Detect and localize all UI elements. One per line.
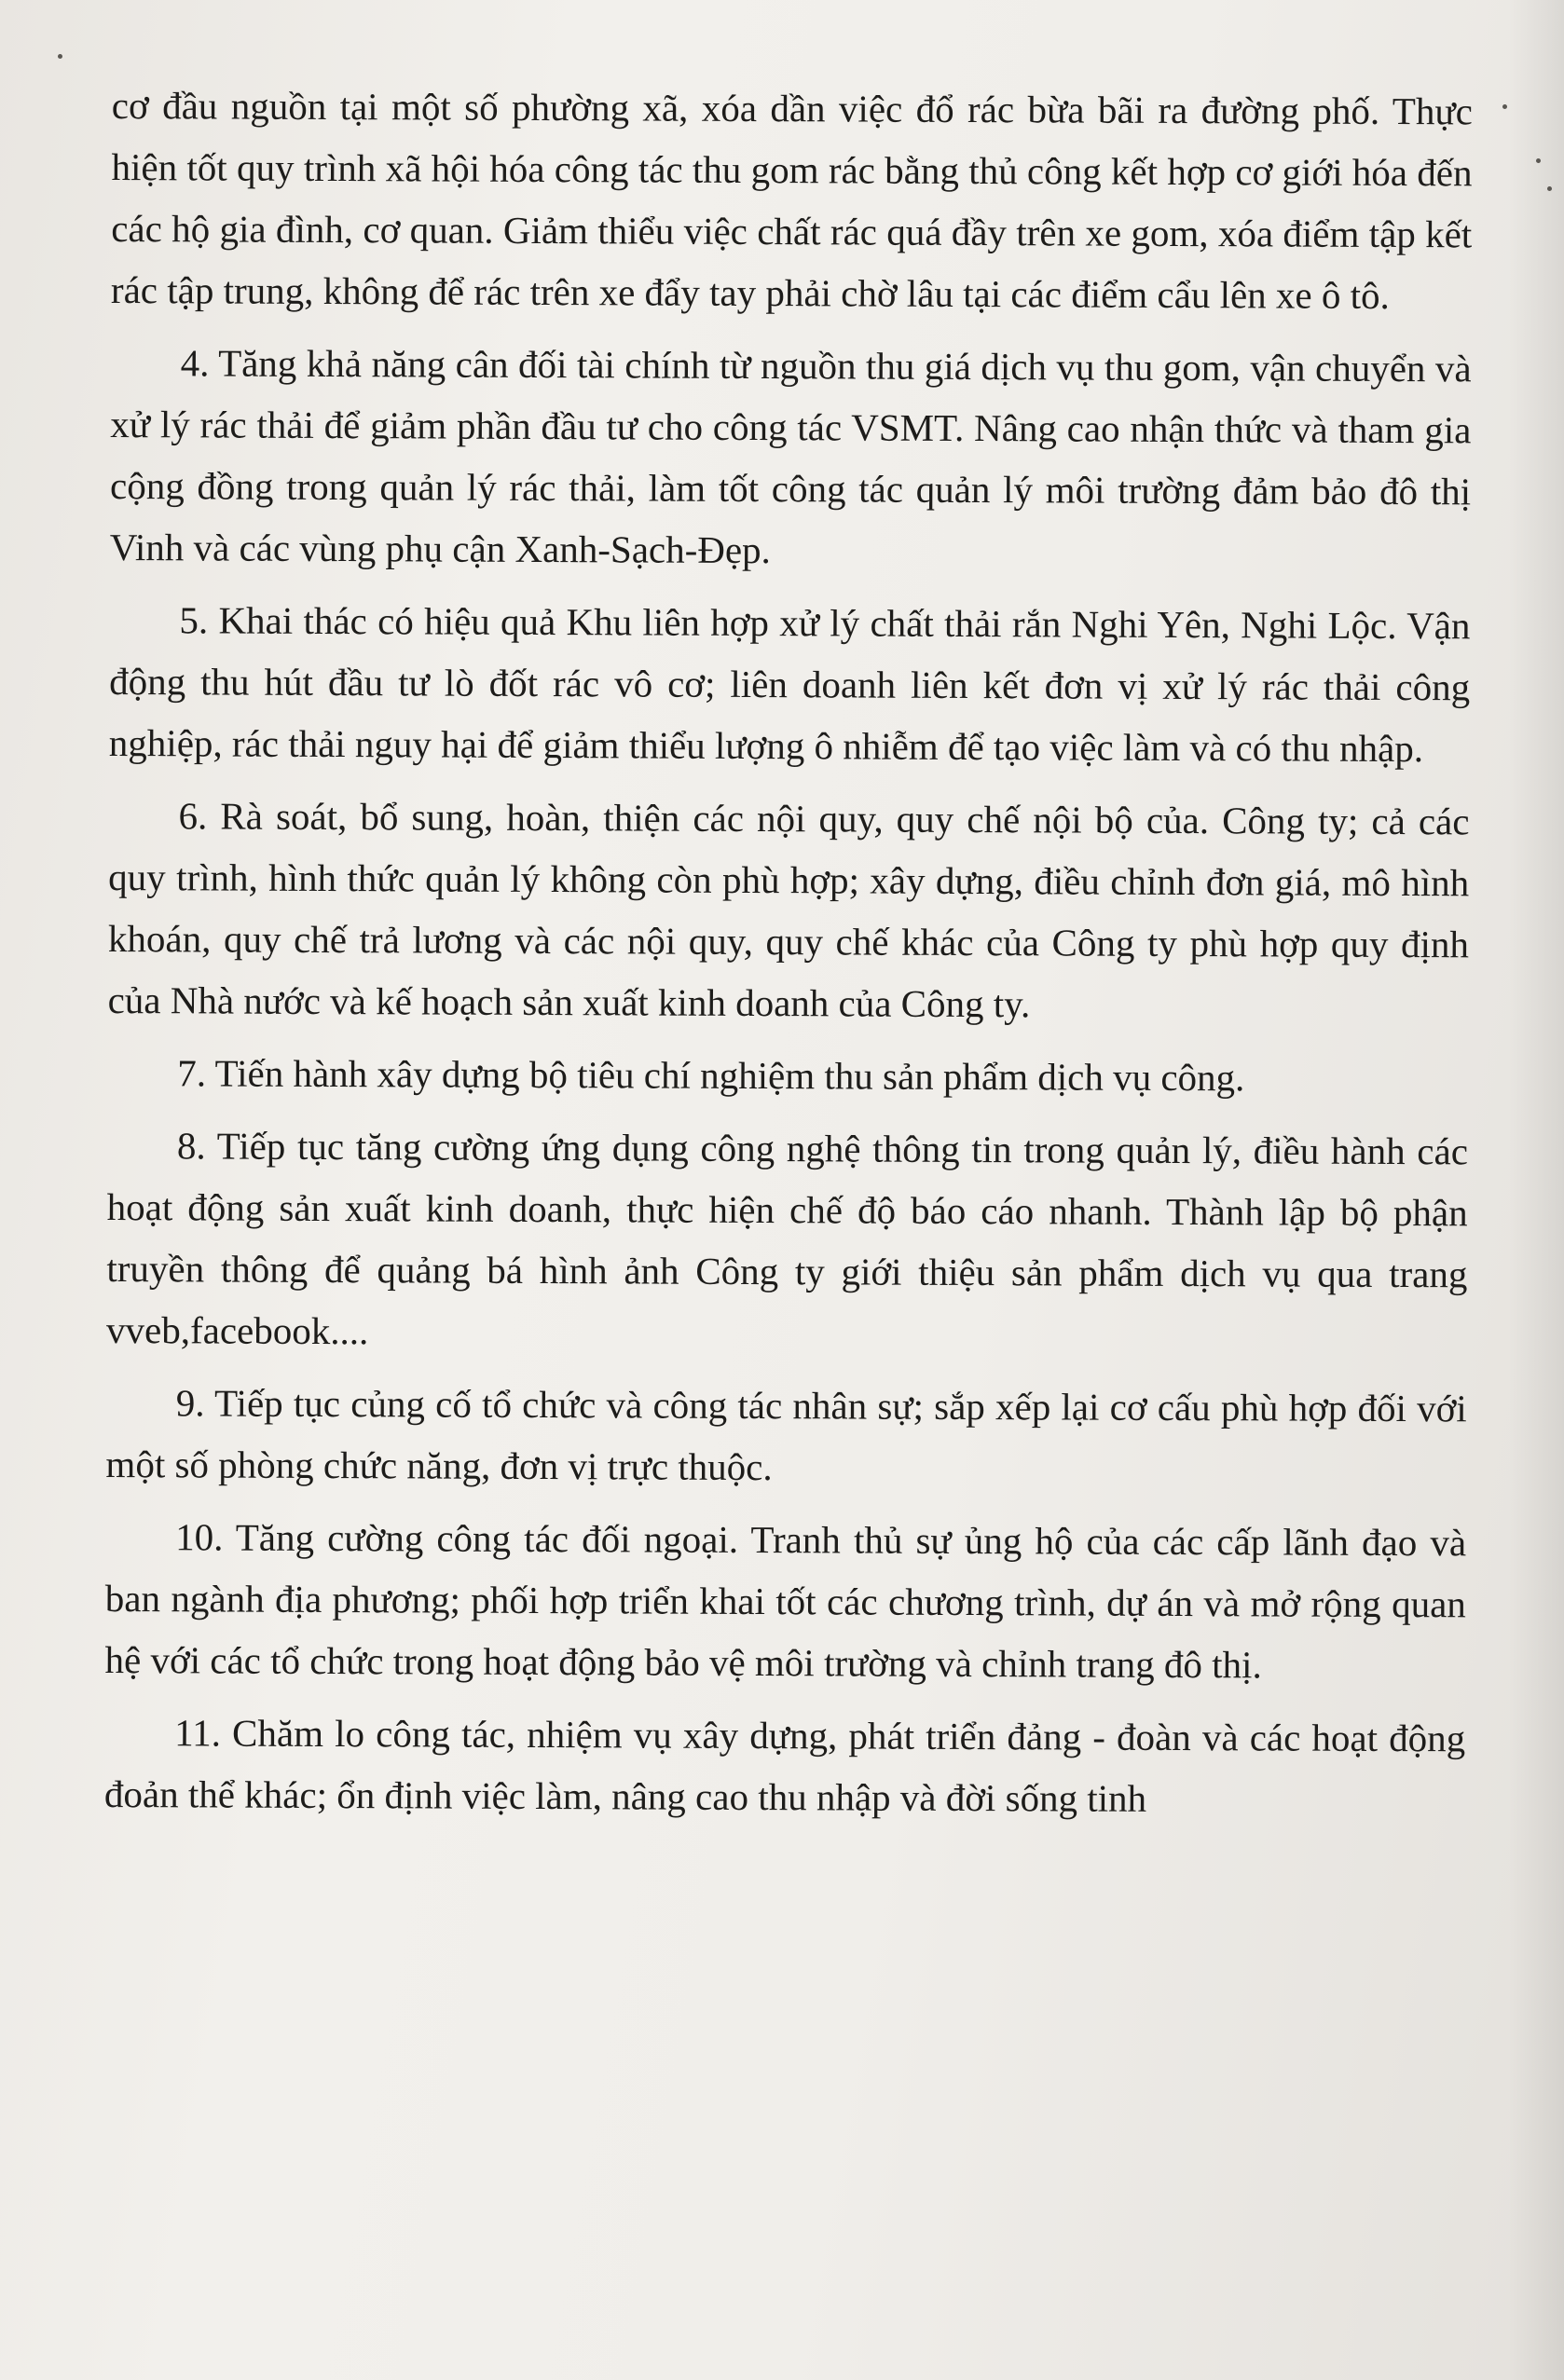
paragraph-item-11: 11. Chăm lo công tác, nhiệm vụ xây dựng, phát triển đảng - đoàn và các hoạt động đoản thể khác; ổn định việc làm, nâng cao thu nhập và đời sống tinh (103, 1711, 1466, 1820)
page-edge-shadow (1508, 0, 1564, 2380)
speck-mark (1547, 186, 1552, 191)
speck-mark (1536, 158, 1541, 163)
paragraph-item-6: 6. Rà soát, bổ sung, hoàn, thiện các nội quy, quy chế nội bộ của. Công ty; cả các quy trình, hình thức quản lý không còn phù hợp; xây dựng, điều chỉnh đơn giá, mô hình khoán, quy chế trả lương và các nội quy, quy chế khác của Công ty phù hợp quy định của Nhà nước và kế hoạch sản xuất kinh doanh của Công ty. (107, 794, 1470, 1026)
paragraph-continuation: cơ đầu nguồn tại một số phường xã, xóa dần việc đổ rác bừa bãi ra đường phố. Thực hiện tốt quy trình xã hội hóa công tác thu gom rác bằng thủ công kết hợp cơ giới hóa đến các hộ gia đình, cơ quan. Giảm thiểu việc chất rác quá đầy trên xe gom, xóa điểm tập kết rác tập trung, không để rác trên xe đẩy tay phải chờ lâu tại các điểm cẩu lên xe ô tô. (110, 83, 1473, 317)
speck-mark (58, 54, 62, 59)
paragraph-item-5: 5. Khai thác có hiệu quả Khu liên hợp xử lý chất thải rắn Nghi Yên, Nghi Lộc. Vận động thu hút đầu tư lò đốt rác vô cơ; liên doanh liên kết đơn vị xử lý rác thải công nghiệp, rác thải nguy hại để giảm thiểu lượng ô nhiễm để tạo việc làm và có thu nhập. (108, 598, 1471, 771)
paragraph-item-7: 7. Tiến hành xây dựng bộ tiêu chí nghiệm thu sản phẩm dịch vụ công. (177, 1051, 1245, 1100)
document-body (104, 75, 1473, 1830)
paragraph-item-9: 9. Tiếp tục củng cố tổ chức và công tác nhân sự; sắp xếp lại cơ cấu phù hợp đối với một số phòng chức năng, đơn vị trực thuộc. (105, 1381, 1467, 1489)
paragraph-item-10: 10. Tăng cường công tác đối ngoại. Tranh thủ sự ủng hộ của các cấp lãnh đạo và ban ngành địa phương; phối hợp triển khai tốt các chương trình, dự án và mở rộng quan hệ với các tổ chức trong hoạt động bảo vệ môi trường và chỉnh trang đô thị. (104, 1515, 1467, 1687)
paragraph-item-4: 4. Tăng khả năng cân đối tài chính từ nguồn thu giá dịch vụ thu gom, vận chuyển và xử lý rác thải để giảm phần đầu tư cho công tác VSMT. Nâng cao nhận thức và tham gia cộng đồng trong quản lý rác thải, làm tốt công tác quản lý môi trường đảm bảo đô thị Vinh và các vùng phụ cận Xanh-Sạch-Đẹp. (109, 341, 1472, 572)
speck-mark (1502, 104, 1507, 109)
paragraph-item-8: 8. Tiếp tục tăng cường ứng dụng công nghệ thông tin trong quản lý, điều hành các hoạt động sản xuất kinh doanh, thực hiện chế độ báo cáo nhanh. Thành lập bộ phận truyền thông để quảng bá hình ảnh Công ty giới thiệu sản phẩm dịch vụ qua trang vveb,facebook.... (106, 1124, 1469, 1353)
